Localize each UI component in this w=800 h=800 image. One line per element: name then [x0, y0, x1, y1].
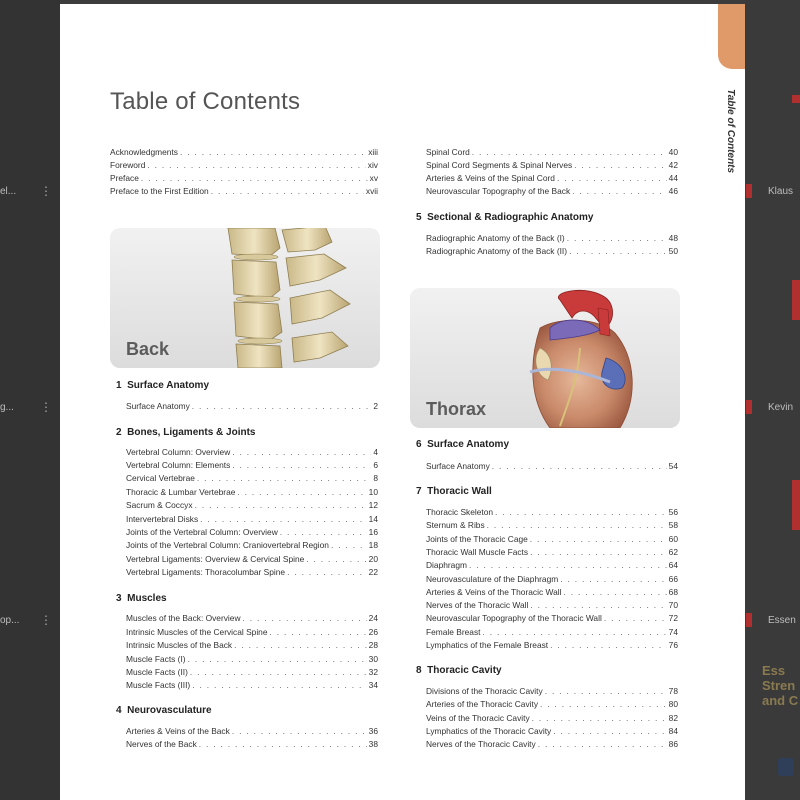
more-options-icon[interactable]: ⋮	[40, 613, 52, 627]
section-heading[interactable]: 8 Thoracic Cavity	[416, 665, 502, 676]
toc-entry[interactable]: Nerves of the Thoracic Wall . . . 70	[426, 600, 678, 612]
part-banner-thorax	[410, 288, 680, 428]
toc-entry[interactable]: Spinal Cord Segments & Spinal Nerves . . . 42	[426, 160, 678, 172]
toc-entry[interactable]: Preface to the First Edition . . . xvii	[110, 186, 378, 198]
section-heading[interactable]: 4 Neurovasculature	[116, 705, 212, 716]
toc-entry[interactable]: Nerves of the Thoracic Cavity . . . 86	[426, 739, 678, 751]
bg-cover-fragment	[792, 280, 800, 320]
section-heading[interactable]: 1 Surface Anatomy	[116, 380, 209, 391]
toc-entry[interactable]: Intervertebral Disks . . . 14	[126, 514, 378, 526]
toc-entry[interactable]: Lymphatics of the Thoracic Cavity . . . 84	[426, 726, 678, 738]
toc-entry[interactable]: Vertebral Ligaments: Overview & Cervical Spine . . . 20	[126, 554, 378, 566]
toc-entry[interactable]: Muscle Facts (I) . . . 30	[126, 654, 378, 666]
toc-entry[interactable]: Female Breast . . . 74	[426, 627, 678, 639]
toc-entry[interactable]: Joints of the Thoracic Cage . . . 60	[426, 534, 678, 546]
toc-entry[interactable]: Vertebral Ligaments: Thoracolumbar Spine . . . 22	[126, 567, 378, 579]
toc-entry[interactable]: Arteries & Veins of the Thoracic Wall . . . 68	[426, 587, 678, 599]
document-page	[60, 4, 745, 800]
toc-entry[interactable]: Lymphatics of the Female Breast . . . 76	[426, 640, 678, 652]
toc-entry[interactable]: Preface . . . xv	[110, 173, 378, 185]
chapter-tab	[718, 4, 745, 69]
section-heading[interactable]: 7 Thoracic Wall	[416, 486, 492, 497]
toc-entry[interactable]: Neurovascular Topography of the Thoracic Wall . . . 72	[426, 613, 678, 625]
toc-entry[interactable]: Arteries & Veins of the Back . . . 36	[126, 726, 378, 738]
bg-left-label-1[interactable]: el...	[0, 186, 17, 197]
bg-left-label-2[interactable]: g...	[0, 402, 14, 413]
bg-left-label-3[interactable]: op...	[0, 615, 20, 626]
bg-right-label-2[interactable]: Kevin	[768, 402, 794, 413]
toc-entry[interactable]: Foreword . . . xiv	[110, 160, 378, 172]
part-label-thorax: Thorax	[426, 399, 487, 419]
toc-entry[interactable]: Veins of the Thoracic Cavity . . . 82	[426, 713, 678, 725]
toc-entry[interactable]: Surface Anatomy . . . 54	[426, 461, 678, 473]
page-title: Table of Contents	[110, 88, 301, 115]
toc-entry[interactable]: Thoracic & Lumbar Vertebrae . . . 10	[126, 487, 378, 499]
bg-bookmark-icon	[746, 184, 752, 198]
bg-cover-fragment	[792, 95, 800, 103]
bg-right-label-1[interactable]: Klaus	[768, 186, 794, 197]
toc-entry[interactable]: Neurovascular Topography of the Back . . . 46	[426, 186, 678, 198]
section-heading[interactable]: 5 Sectional & Radiographic Anatomy	[416, 212, 594, 223]
toc-entry[interactable]: Intrinsic Muscles of the Back . . . 28	[126, 640, 378, 652]
toc-entry[interactable]: Nerves of the Back . . . 38	[126, 739, 378, 751]
toc-entry[interactable]: Intrinsic Muscles of the Cervical Spine . . . 26	[126, 627, 378, 639]
toc-entry[interactable]: Cervical Vertebrae . . . 8	[126, 473, 378, 485]
section-heading[interactable]: 6 Surface Anatomy	[416, 439, 509, 450]
toc-entry[interactable]: Radiographic Anatomy of the Back (I) . . . 48	[426, 233, 678, 245]
toc-entry[interactable]: Vertebral Column: Elements . . . 6	[126, 460, 378, 472]
toc-entry[interactable]: Muscles of the Back: Overview . . . 24	[126, 613, 378, 625]
toc-entry[interactable]: Radiographic Anatomy of the Back (II) . . . 50	[426, 246, 678, 258]
more-options-icon[interactable]: ⋮	[40, 400, 52, 414]
section-heading[interactable]: 3 Muscles	[116, 593, 167, 604]
toc-entry[interactable]: Neurovasculature of the Diaphragm . . . 66	[426, 574, 678, 586]
bg-dumbbell-icon	[778, 758, 794, 776]
section-heading[interactable]: 2 Bones, Ligaments & Joints	[116, 427, 256, 438]
toc-entry[interactable]: Arteries & Veins of the Spinal Cord . . . 44	[426, 173, 678, 185]
toc-entry[interactable]: Muscle Facts (II) . . . 32	[126, 667, 378, 679]
toc-entry[interactable]: Sacrum & Coccyx . . . 12	[126, 500, 378, 512]
bg-right-label-3[interactable]: Essen	[768, 615, 796, 626]
bg-cover-fragment	[792, 480, 800, 530]
toc-entry[interactable]: Surface Anatomy . . . 2	[126, 401, 378, 413]
side-tab-label: Table of Contents	[725, 89, 736, 174]
bg-book-cover-text: Ess Stren and C	[762, 663, 799, 708]
toc-entry[interactable]: Acknowledgments . . . xiii	[110, 147, 378, 159]
toc-entry[interactable]: Thoracic Skeleton . . . 56	[426, 507, 678, 519]
bg-bookmark-icon	[746, 400, 752, 414]
toc-entry[interactable]: Arteries of the Thoracic Cavity . . . 80	[426, 699, 678, 711]
toc-entry[interactable]: Diaphragm . . . 64	[426, 560, 678, 572]
toc-entry[interactable]: Joints of the Vertebral Column: Overview . . . 16	[126, 527, 378, 539]
more-options-icon[interactable]: ⋮	[40, 184, 52, 198]
toc-entry[interactable]: Muscle Facts (III) . . . 34	[126, 680, 378, 692]
part-banner-back	[110, 228, 380, 368]
toc-entry[interactable]: Sternum & Ribs . . . 58	[426, 520, 678, 532]
toc-entry[interactable]: Vertebral Column: Overview . . . 4	[126, 447, 378, 459]
part-label-back: Back	[126, 339, 170, 359]
toc-entry[interactable]: Divisions of the Thoracic Cavity . . . 78	[426, 686, 678, 698]
toc-entry[interactable]: Joints of the Vertebral Column: Craniovertebral Region . . . 18	[126, 540, 378, 552]
toc-entry[interactable]: Spinal Cord . . . 40	[426, 147, 678, 159]
toc-entry[interactable]: Thoracic Wall Muscle Facts . . . 62	[426, 547, 678, 559]
bg-bookmark-icon	[746, 613, 752, 627]
